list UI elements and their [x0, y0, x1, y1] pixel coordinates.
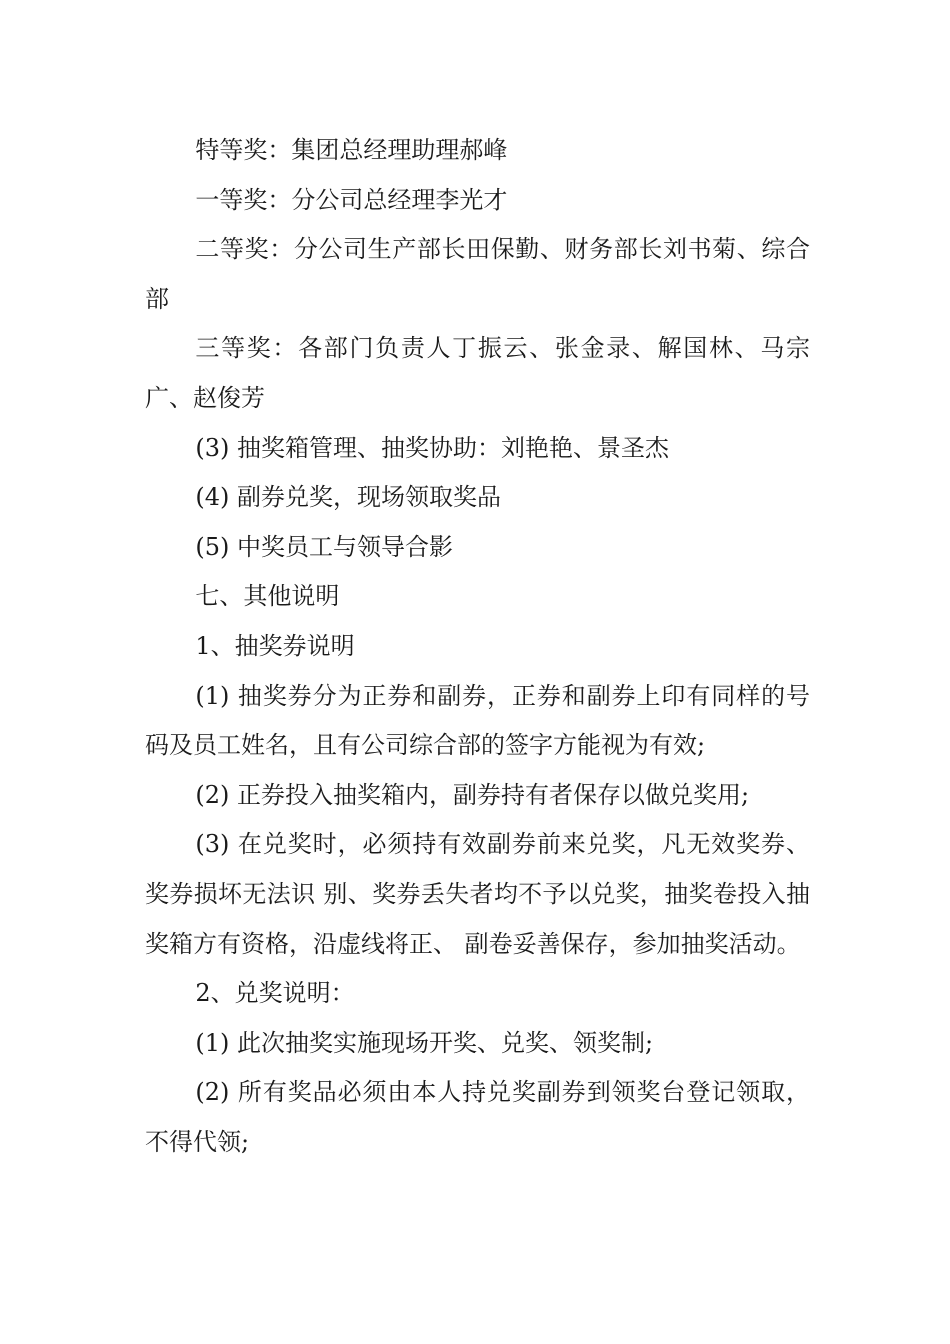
paragraph-second-prize: 二等奖：分公司生产部长田保勤、财务部长刘书菊、综合部 — [145, 235, 810, 313]
paragraph-group-photo: (5) 中奖员工与领导合影 — [195, 532, 454, 561]
paragraph-ticket-rule-3: (3) 在兑奖时，必须持有效副券前来兑奖，凡无效奖券、奖券损坏无法识 别、奖券丢失者均不予以兑奖，抽奖卷投入抽奖箱方有资格，沿虚线将正、 副卷妥善保存，参加抽奖活动。 — [145, 830, 810, 958]
paragraph-stub-redemption: (4) 副券兑奖，现场领取奖品 — [195, 483, 502, 512]
subheading-ticket-notes: 1、抽奖券说明 — [195, 631, 355, 660]
paragraph-grand-prize: 特等奖：集团总经理助理郝峰 — [195, 136, 508, 164]
paragraph-redemption-rule-1: (1) 此次抽奖实施现场开奖、兑奖、领奖制; — [195, 1028, 654, 1057]
document-body — [145, 126, 810, 1167]
paragraph-ticket-rule-2: (2) 正券投入抽奖箱内，副券持有者保存以做兑奖用; — [195, 780, 750, 809]
paragraph-third-prize: 三等奖：各部门负责人丁振云、张金录、解国林、马宗广、赵俊芳 — [145, 334, 810, 412]
subheading-redemption-notes: 2、兑奖说明： — [195, 979, 355, 1008]
paragraph-ticket-rule-1: (1) 抽奖券分为正券和副券，正券和副券上印有同样的号码及员工姓名，且有公司综合部的签字方能视为有效; — [145, 681, 810, 760]
paragraph-redemption-rule-2: (2) 所有奖品必须由本人持兑奖副券到领奖台登记领取，不得代领; — [145, 1078, 810, 1156]
paragraph-lottery-box-management: (3) 抽奖箱管理、抽奖协助：刘艳艳、景圣杰 — [195, 433, 670, 462]
section-heading-other-notes: 七、其他说明 — [195, 582, 340, 611]
paragraph-first-prize: 一等奖：分公司总经理李光才 — [195, 185, 508, 214]
